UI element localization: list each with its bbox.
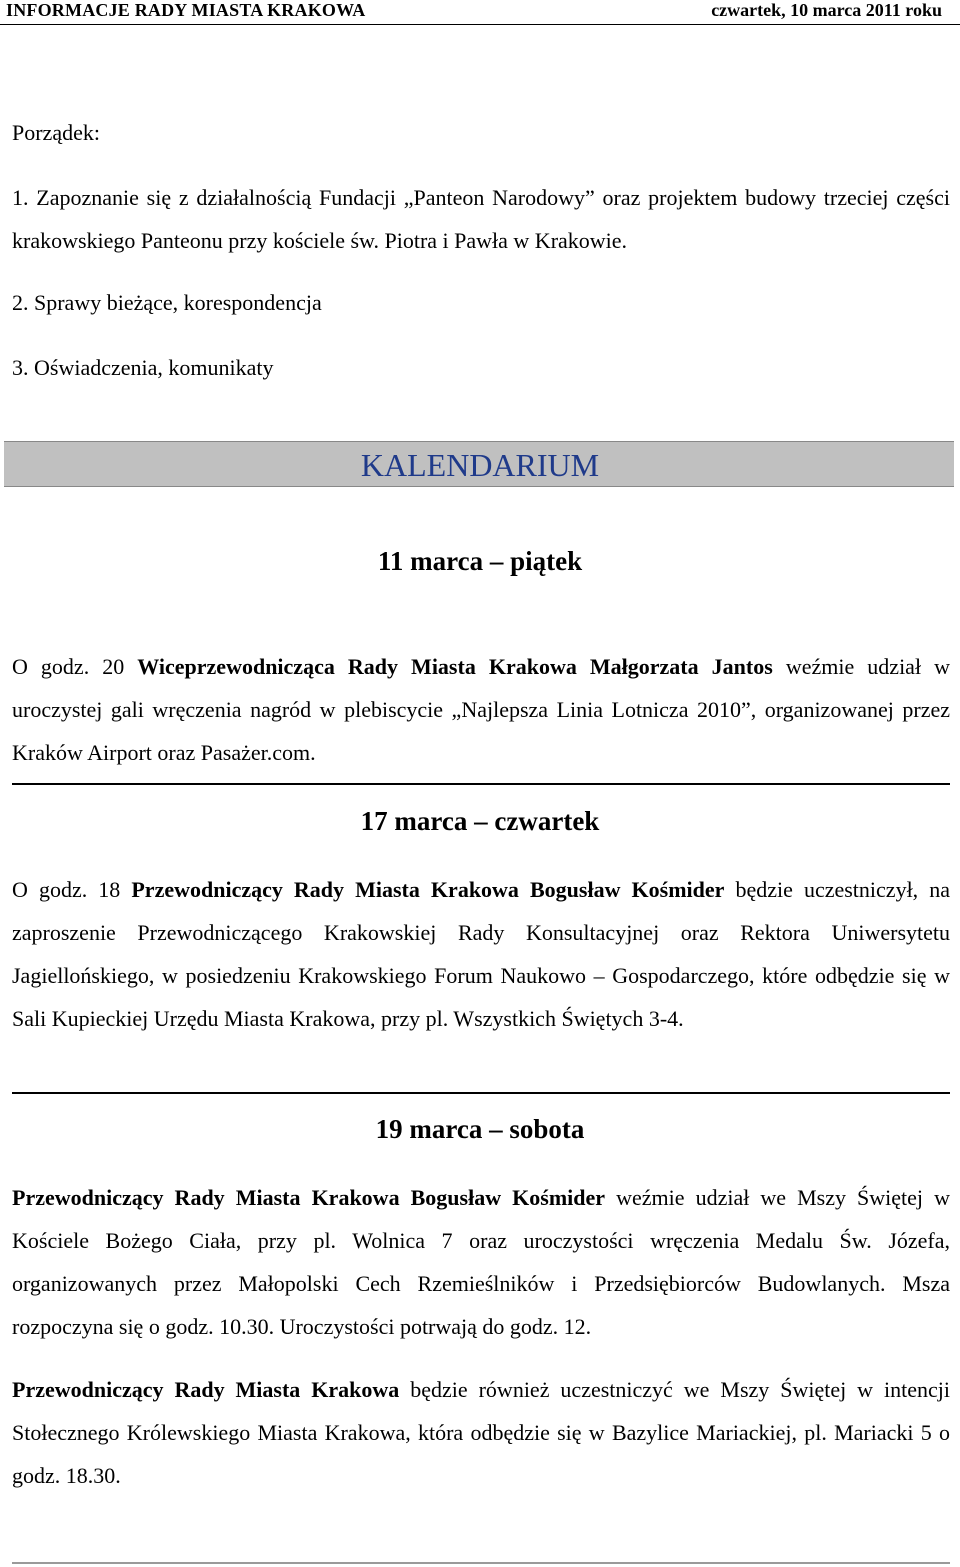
- entry-person: Przewodniczący Rady Miasta Krakowa Bogusław Kośmider: [12, 1185, 606, 1210]
- entry-text: weźmie udział w uroczystej gali wręczenia nagród w plebiscycie „Najlepsza Linia Lotnicza 2010”, organizowanej przez Kraków Airport oraz Pasażer.com.: [12, 654, 950, 765]
- day-19-entry-2: [12, 1368, 950, 1497]
- entry-person: Wiceprzewodnicząca Rady Miasta Krakowa Małgorzata Jantos: [137, 654, 773, 679]
- header-title: INFORMACJE RADY MIASTA KRAKOWA: [6, 0, 366, 20]
- entry-person: Przewodniczący Rady Miasta Krakowa: [12, 1377, 400, 1402]
- entry-person: Przewodniczący Rady Miasta Krakowa Bogusław Kośmider: [131, 877, 725, 902]
- entry-time: O godz. 18: [12, 877, 132, 902]
- header-date: czwartek, 10 marca 2011 roku: [711, 0, 942, 20]
- section-divider: [12, 783, 950, 785]
- agenda-item-2: 2. Sprawy bieżące, korespondencja: [12, 290, 322, 315]
- day-17-entry: [12, 868, 950, 1040]
- section-divider: [12, 1092, 950, 1094]
- agenda-title: Porządek:: [12, 120, 100, 145]
- day-heading-19: 19 marca – sobota: [375, 1114, 585, 1144]
- entry-text: będzie uczestniczył, na zaproszenie Przewodniczącego Krakowskiej Rady Konsultacyjnej oraz Rektora Uniwersytetu Jagiellońskiego, w posiedzeniu Krakowskiego Forum Naukowo – Gospodarczego, które odbędzie się w Sali Kupieckiej Urzędu Miasta Krakowa, przy pl. Wszystkich Świętych 3-4.: [12, 877, 951, 1031]
- day-11-entry: [12, 645, 950, 774]
- header-divider: [0, 24, 960, 25]
- footer-divider: [12, 1562, 950, 1564]
- page-header: [0, 0, 960, 22]
- agenda-item-1: 1. Zapoznanie się z działalnością Fundacji „Panteon Narodowy” oraz projektem budowy trzeciej części krakowskiego Panteonu przy kościele św. Piotra i Pawła w Krakowie.: [12, 185, 950, 253]
- agenda-item-3: 3. Oświadczenia, komunikaty: [12, 355, 274, 380]
- kalendarium-title: KALENDARIUM: [360, 447, 600, 483]
- day-heading-17: 17 marca – czwartek: [360, 806, 600, 836]
- entry-text: weźmie udział we Mszy Świętej w Kościele Bożego Ciała, przy pl. Wolnica 7 oraz uroczystości wręczenia Medalu Św. Józefa, organizowanych przez Małopolski Cech Rzemieślników i Przedsiębiorców Budowlanych. Msza rozpoczyna się o godz. 10.30. Uroczystości potrwają do godz. 12.: [12, 1185, 950, 1339]
- day-19-entry-1: [12, 1176, 950, 1348]
- entry-time: O godz. 20: [12, 654, 138, 679]
- entry-text: będzie również uczestniczyć we Mszy Świętej w intencji Stołecznego Królewskiego Miasta Krakowa, która odbędzie się w Bazylice Mariackiej, pl. Mariacki 5 o godz. 18.30.: [12, 1377, 951, 1488]
- day-heading-11: 11 marca – piątek: [377, 546, 583, 576]
